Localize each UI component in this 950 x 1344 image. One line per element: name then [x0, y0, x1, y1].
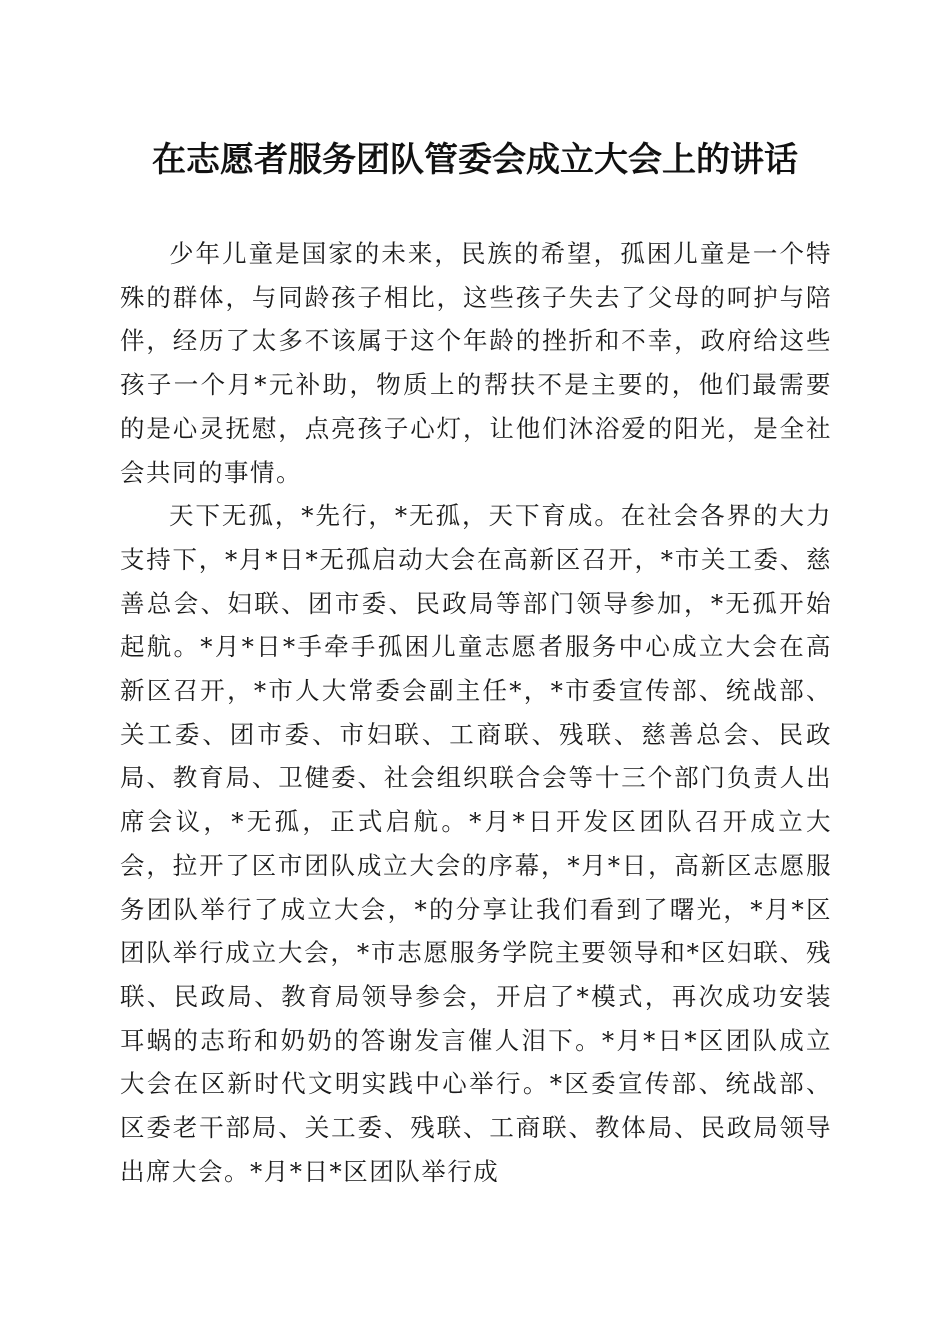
document-body — [120, 232, 832, 1193]
paragraph-1: 少年儿童是国家的未来，民族的希望，孤困儿童是一个特殊的群体，与同龄孩子相比，这些孩子失去了父母的呵护与陪伴，经历了太多不该属于这个年龄的挫折和不幸，政府给这些孩子一个月*元补助，物质上的帮扶不是主要的，他们最需要的是心灵抚慰，点亮孩子心灯，让他们沐浴爱的阳光，是全社会共同的事情。 — [120, 239, 832, 487]
paragraph-2: 天下无孤，*先行，*无孤，天下育成。在社会各界的大力支持下，*月*日*无孤启动大会在高新区召开，*市关工委、慈善总会、妇联、团市委、民政局等部门领导参加，*无孤开始起航。*月*日*手牵手孤困儿童志愿者服务中心成立大会在高新区召开，*市人大常委会副主任*，*市委宣传部、统战部、关工委、团市委、市妇联、工商联、残联、慈善总会、民政局、教育局、卫健委、社会组织联合会等十三个部门负责人出席会议，*无孤，正式启航。*月*日开发区团队召开成立大会，拉开了区市团队成立大会的序幕，*月*日，高新区志愿服务团队举行了成立大会，*的分享让我们看到了曙光，*月*区团队举行成立大会，*市志愿服务学院主要领导和*区妇联、残联、民政局、教育局领导参会，开启了*模式，再次成功安装耳蜗的志珩和奶奶的答谢发言催人泪下。*月*日*区团队成立大会在区新时代文明实践中心举行。*区委宣传部、统战部、区委老干部局、关工委、残联、工商联、教体局、民政局领导出席大会。*月*日*区团队举行成 — [120, 501, 832, 1186]
document-title: 在志愿者服务团队管委会成立大会上的讲话 — [152, 140, 798, 180]
